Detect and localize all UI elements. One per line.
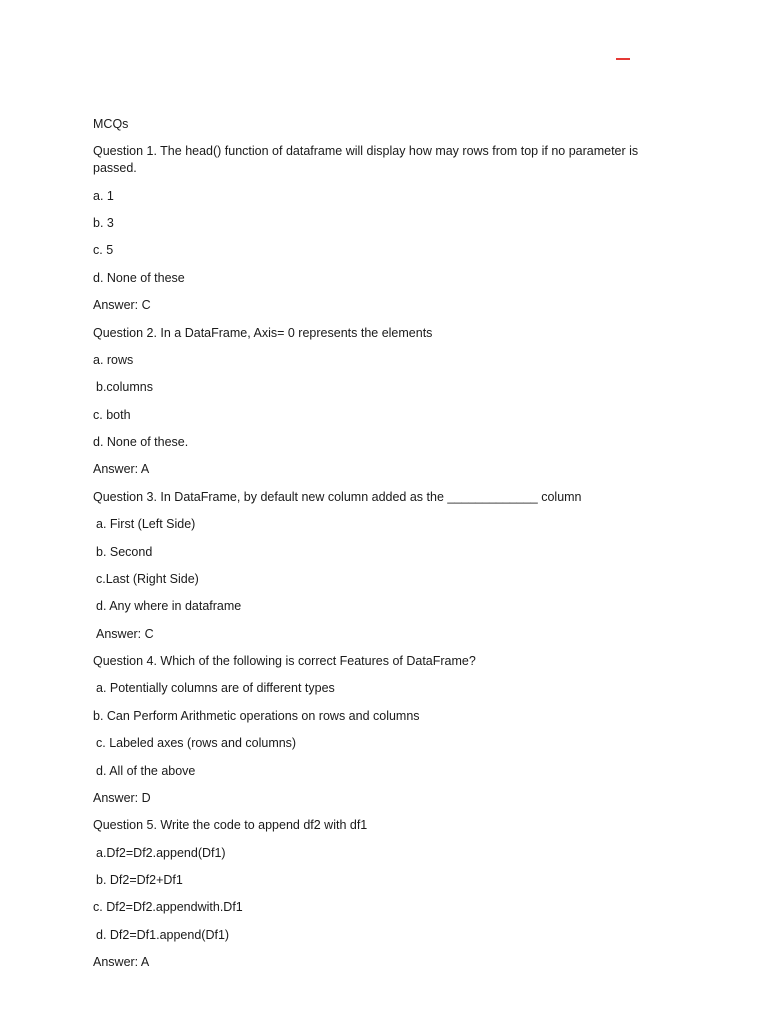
option-line: b. Can Perform Arithmetic operations on rows and columns xyxy=(93,709,420,723)
option-line: d. All of the above xyxy=(96,764,196,778)
option-line: a. 1 xyxy=(93,189,114,203)
answer-line: Answer: D xyxy=(93,791,151,805)
option-line: c. both xyxy=(93,408,131,422)
document-heading: MCQs xyxy=(93,117,129,131)
answer-line: Answer: A xyxy=(93,955,150,969)
question-2: Question 2. In a DataFrame, Axis= 0 represents the elements xyxy=(93,326,433,340)
option-line: b. Df2=Df2+Df1 xyxy=(96,873,183,887)
option-line: d. None of these. xyxy=(93,435,189,449)
option-line: c. 5 xyxy=(93,243,114,257)
red-dash-mark xyxy=(616,58,630,60)
option-line: c. Labeled axes (rows and columns) xyxy=(96,736,297,750)
option-line: d. Any where in dataframe xyxy=(96,599,242,613)
question-1: Question 1. The head() function of dataframe will display how may rows from top if no parameter is passed. xyxy=(93,144,639,175)
answer-line: Answer: A xyxy=(93,462,150,476)
option-line: c. Df2=Df2.appendwith.Df1 xyxy=(93,900,243,914)
option-line: a. rows xyxy=(93,353,134,367)
option-line: a.Df2=Df2.append(Df1) xyxy=(96,846,226,860)
option-line: c.Last (Right Side) xyxy=(96,572,199,586)
answer-line: Answer: C xyxy=(96,627,154,641)
question-5: Question 5. Write the code to append df2 with df1 xyxy=(93,818,368,832)
option-line: a. First (Left Side) xyxy=(96,517,196,531)
option-line: b. 3 xyxy=(93,216,114,230)
answer-line: Answer: C xyxy=(93,298,151,312)
option-line: a. Potentially columns are of different types xyxy=(96,681,335,695)
option-line: d. Df2=Df1.append(Df1) xyxy=(96,928,230,942)
option-line: b. Second xyxy=(96,545,153,559)
option-line: b.columns xyxy=(96,380,153,394)
question-4: Question 4. Which of the following is correct Features of DataFrame? xyxy=(93,654,476,668)
option-line: d. None of these xyxy=(93,271,185,285)
question-3: Question 3. In DataFrame, by default new column added as the _____________ column xyxy=(93,490,582,504)
